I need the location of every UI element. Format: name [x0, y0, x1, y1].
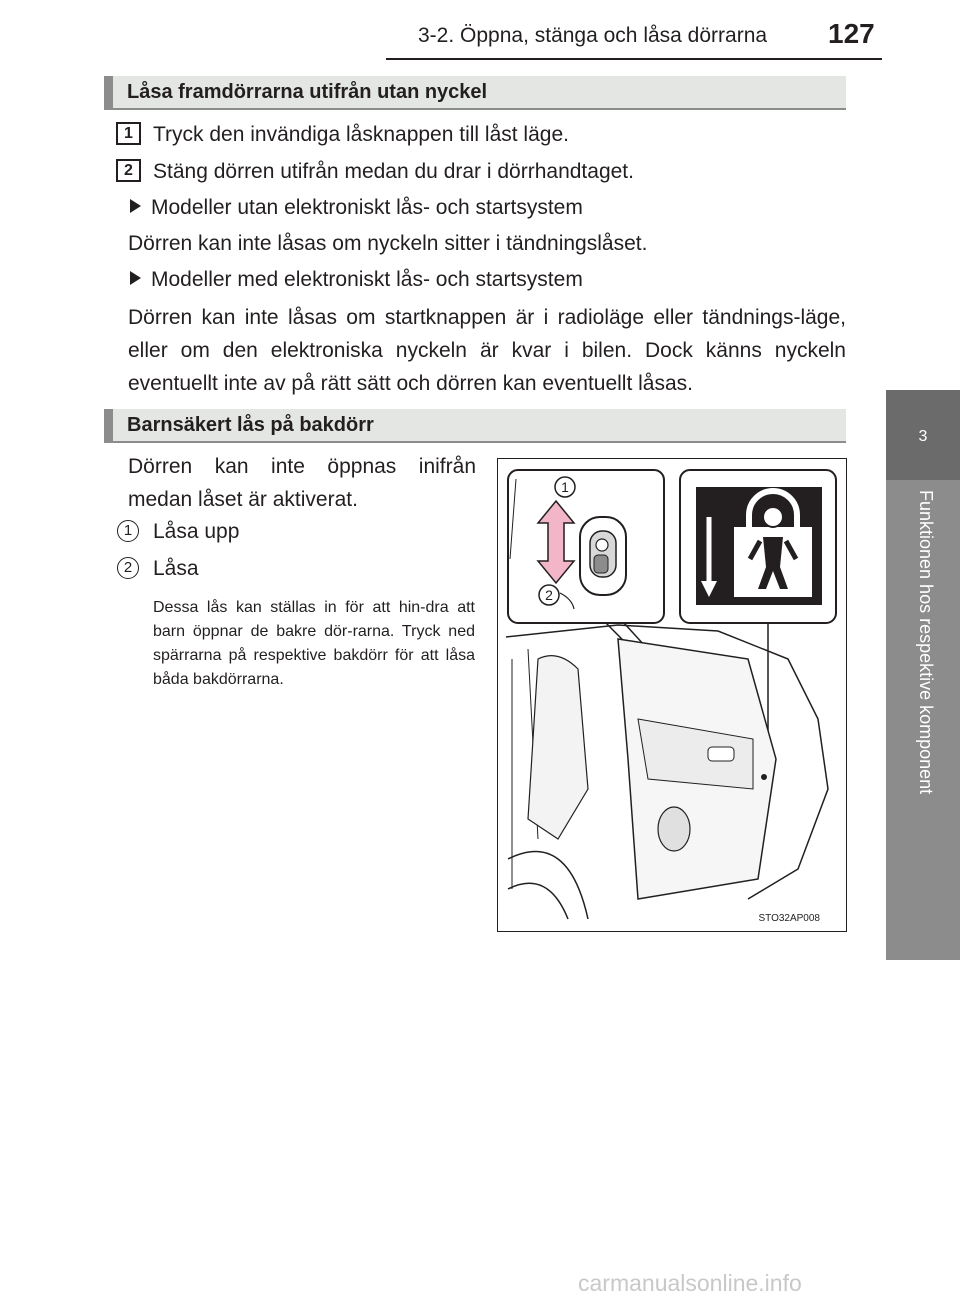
section-title: Låsa framdörrarna utifrån utan nyckel	[127, 81, 488, 103]
bullet-models-without-smart-key	[130, 196, 583, 220]
section-header-child-lock	[104, 409, 846, 443]
triangle-bullet-icon	[130, 199, 141, 213]
callout-1-label: 1	[561, 479, 569, 495]
header-rule	[386, 58, 882, 60]
section-header-lock-front-doors	[104, 76, 846, 110]
rear-door-drawing	[498, 459, 845, 930]
page-number: 127	[828, 18, 875, 49]
step-number-2: 2	[116, 159, 141, 182]
child-lock-illustration	[497, 458, 847, 932]
item-text-unlock: Låsa upp	[153, 520, 240, 543]
chapter-label: Funktionen hos respektive komponent	[916, 490, 936, 795]
section-title: Barnsäkert lås på bakdörr	[127, 414, 374, 436]
paragraph-smart-key: Dörren kan inte låsas om startknappen är i radioläge eller tändnings-läge, eller om den elektroniska nyckeln är kvar i bilen. Dock känns nyckeln eventuellt inte av på rätt sätt och dörren kan eventuellt låsas.	[128, 306, 846, 395]
item-text-lock: Låsa	[153, 557, 199, 580]
step-text-2: Stäng dörren utifrån medan du drar i dörrhandtaget.	[153, 160, 634, 183]
child-lock-note: Dessa lås kan ställas in för att hin-dra att barn öppnar de bakre dör-rarna. Tryck ned spärrarna på respektive bakdörr för att låsa båda bakdörrarna.	[153, 599, 475, 688]
watermark: carmanualsonline.info	[578, 1270, 802, 1296]
step-number-1: 1	[116, 122, 141, 145]
triangle-bullet-icon	[130, 271, 141, 285]
bullet-models-with-smart-key	[130, 268, 583, 292]
illustration-code: STO32AP008	[758, 913, 820, 924]
bullet-text: Modeller utan elektroniskt lås- och startsystem	[151, 196, 583, 219]
bullet-text: Modeller med elektroniskt lås- och startsystem	[151, 268, 583, 291]
step-text-1: Tryck den invändiga låsknappen till låst läge.	[153, 123, 569, 146]
running-header: 3-2. Öppna, stänga och låsa dörrarna	[418, 24, 768, 47]
paragraph-no-lock-key: Dörren kan inte låsas om nyckeln sitter i tändningslåset.	[128, 232, 648, 255]
item-number-1: 1	[117, 520, 139, 542]
child-lock-intro: Dörren kan inte öppnas inifrån medan låset är aktiverat.	[128, 455, 476, 511]
chapter-number: 3	[918, 428, 928, 445]
callout-2-label: 2	[545, 587, 553, 603]
item-number-2: 2	[117, 557, 139, 579]
